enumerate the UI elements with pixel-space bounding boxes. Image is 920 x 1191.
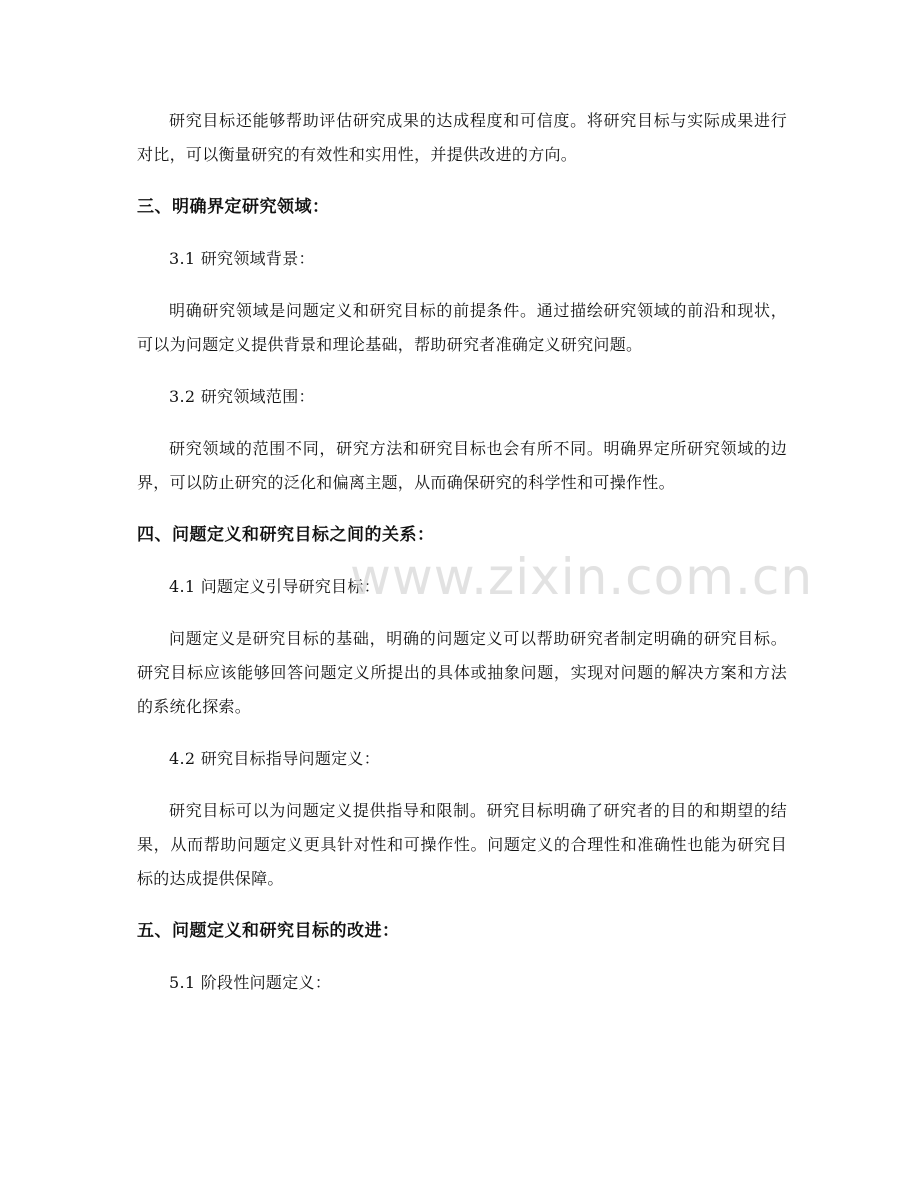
subsection-heading-5-1: 5.1 阶段性问题定义： bbox=[169, 973, 332, 992]
section-heading-3: 三、明确界定研究领域： bbox=[137, 197, 330, 217]
section-heading-5: 五、问题定义和研究目标的改进： bbox=[137, 921, 400, 941]
subsection-heading-4-2: 4.2 研究目标指导问题定义： bbox=[169, 749, 381, 768]
subsection-heading-3-1: 3.1 研究领域背景： bbox=[169, 249, 315, 268]
paragraph-3-1: 明确研究领域是问题定义和研究目标的前提条件。通过描绘研究领域的前沿和现状，可以为问题定义提供背景和理论基础，帮助研究者准确定义研究问题。 bbox=[137, 301, 787, 354]
paragraph-3-2: 研究领域的范围不同，研究方法和研究目标也会有所不同。明确界定所研究领域的边界，可以防止研究的泛化和偏离主题，从而确保研究的科学性和可操作性。 bbox=[137, 439, 787, 492]
paragraph-4-1: 问题定义是研究目标的基础，明确的问题定义可以帮助研究者制定明确的研究目标。研究目标应该能够回答问题定义所提出的具体或抽象问题，实现对问题的解决方案和方法的系统化探索。 bbox=[137, 629, 787, 716]
paragraph-4-2: 研究目标可以为问题定义提供指导和限制。研究目标明确了研究者的目的和期望的结果，从而帮助问题定义更具针对性和可操作性。问题定义的合理性和准确性也能为研究目标的达成提供保障。 bbox=[137, 801, 787, 888]
watermark: www.zixin.com.cn bbox=[350, 548, 814, 606]
subsection-heading-3-2: 3.2 研究领域范围： bbox=[169, 387, 315, 406]
subsection-heading-4-1: 4.1 问题定义引导研究目标： bbox=[169, 577, 381, 596]
paragraph-research-goal-evaluation: 研究目标还能够帮助评估研究成果的达成程度和可信度。将研究目标与实际成果进行对比，可以衡量研究的有效性和实用性，并提供改进的方向。 bbox=[137, 111, 787, 164]
section-heading-4: 四、问题定义和研究目标之间的关系： bbox=[137, 525, 435, 545]
